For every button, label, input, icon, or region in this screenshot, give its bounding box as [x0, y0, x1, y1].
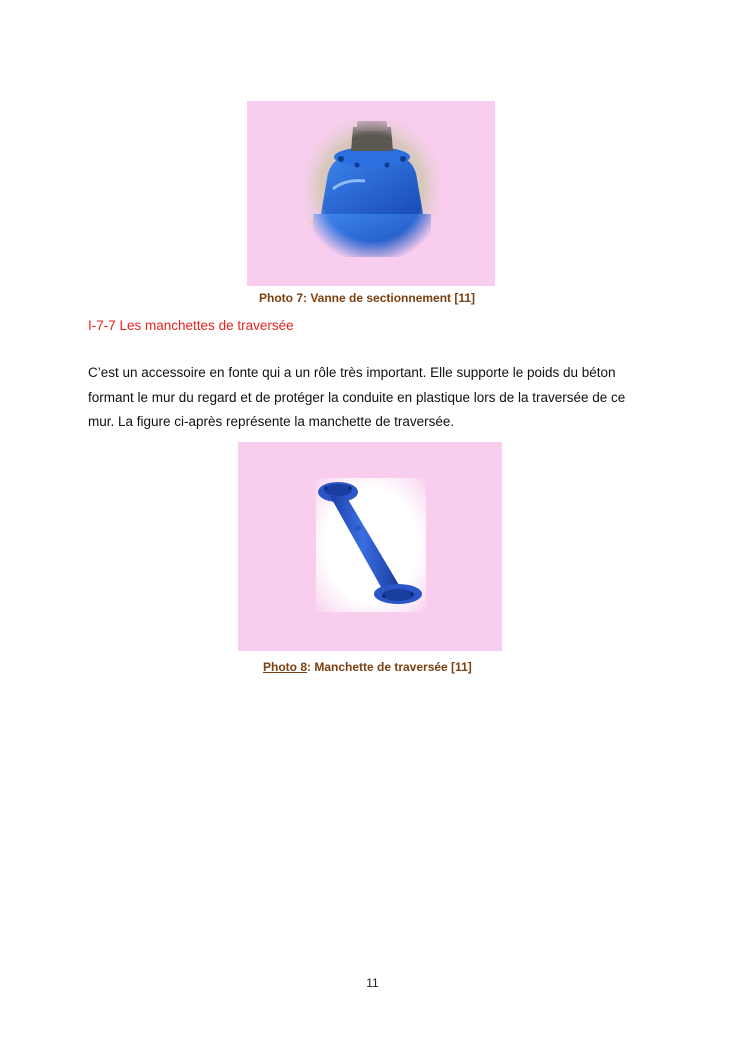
photo-7-caption: Photo 7: Vanne de sectionnement [11] — [259, 291, 476, 305]
section-heading: I-7-7 Les manchettes de traversée — [88, 318, 294, 333]
photo-8-frame — [238, 442, 502, 651]
page-number: 11 — [366, 976, 379, 990]
photo-8-caption-text: : Manchette de traversée [11] — [307, 660, 472, 674]
photo-8-caption — [263, 660, 472, 674]
photo-8-caption-link[interactable]: Photo 8 — [263, 660, 307, 674]
photo-8-wall-sleeve-image — [316, 478, 426, 612]
photo-7-frame — [247, 101, 495, 286]
paragraph-line: C’est un accessoire en fonte qui a un rôle très important. Elle supporte le poids du béton — [88, 365, 616, 380]
wall-sleeve-illustration — [316, 478, 426, 612]
section-paragraph — [88, 361, 668, 435]
photo-7-gate-valve-image — [305, 119, 439, 257]
gate-valve-illustration — [305, 119, 439, 257]
paragraph-line: formant le mur du regard et de protéger la conduite en plastique lors de la traversée de ce — [88, 389, 626, 405]
paragraph-line: mur. La figure ci-après représente la manchette de traversée. — [88, 414, 455, 429]
